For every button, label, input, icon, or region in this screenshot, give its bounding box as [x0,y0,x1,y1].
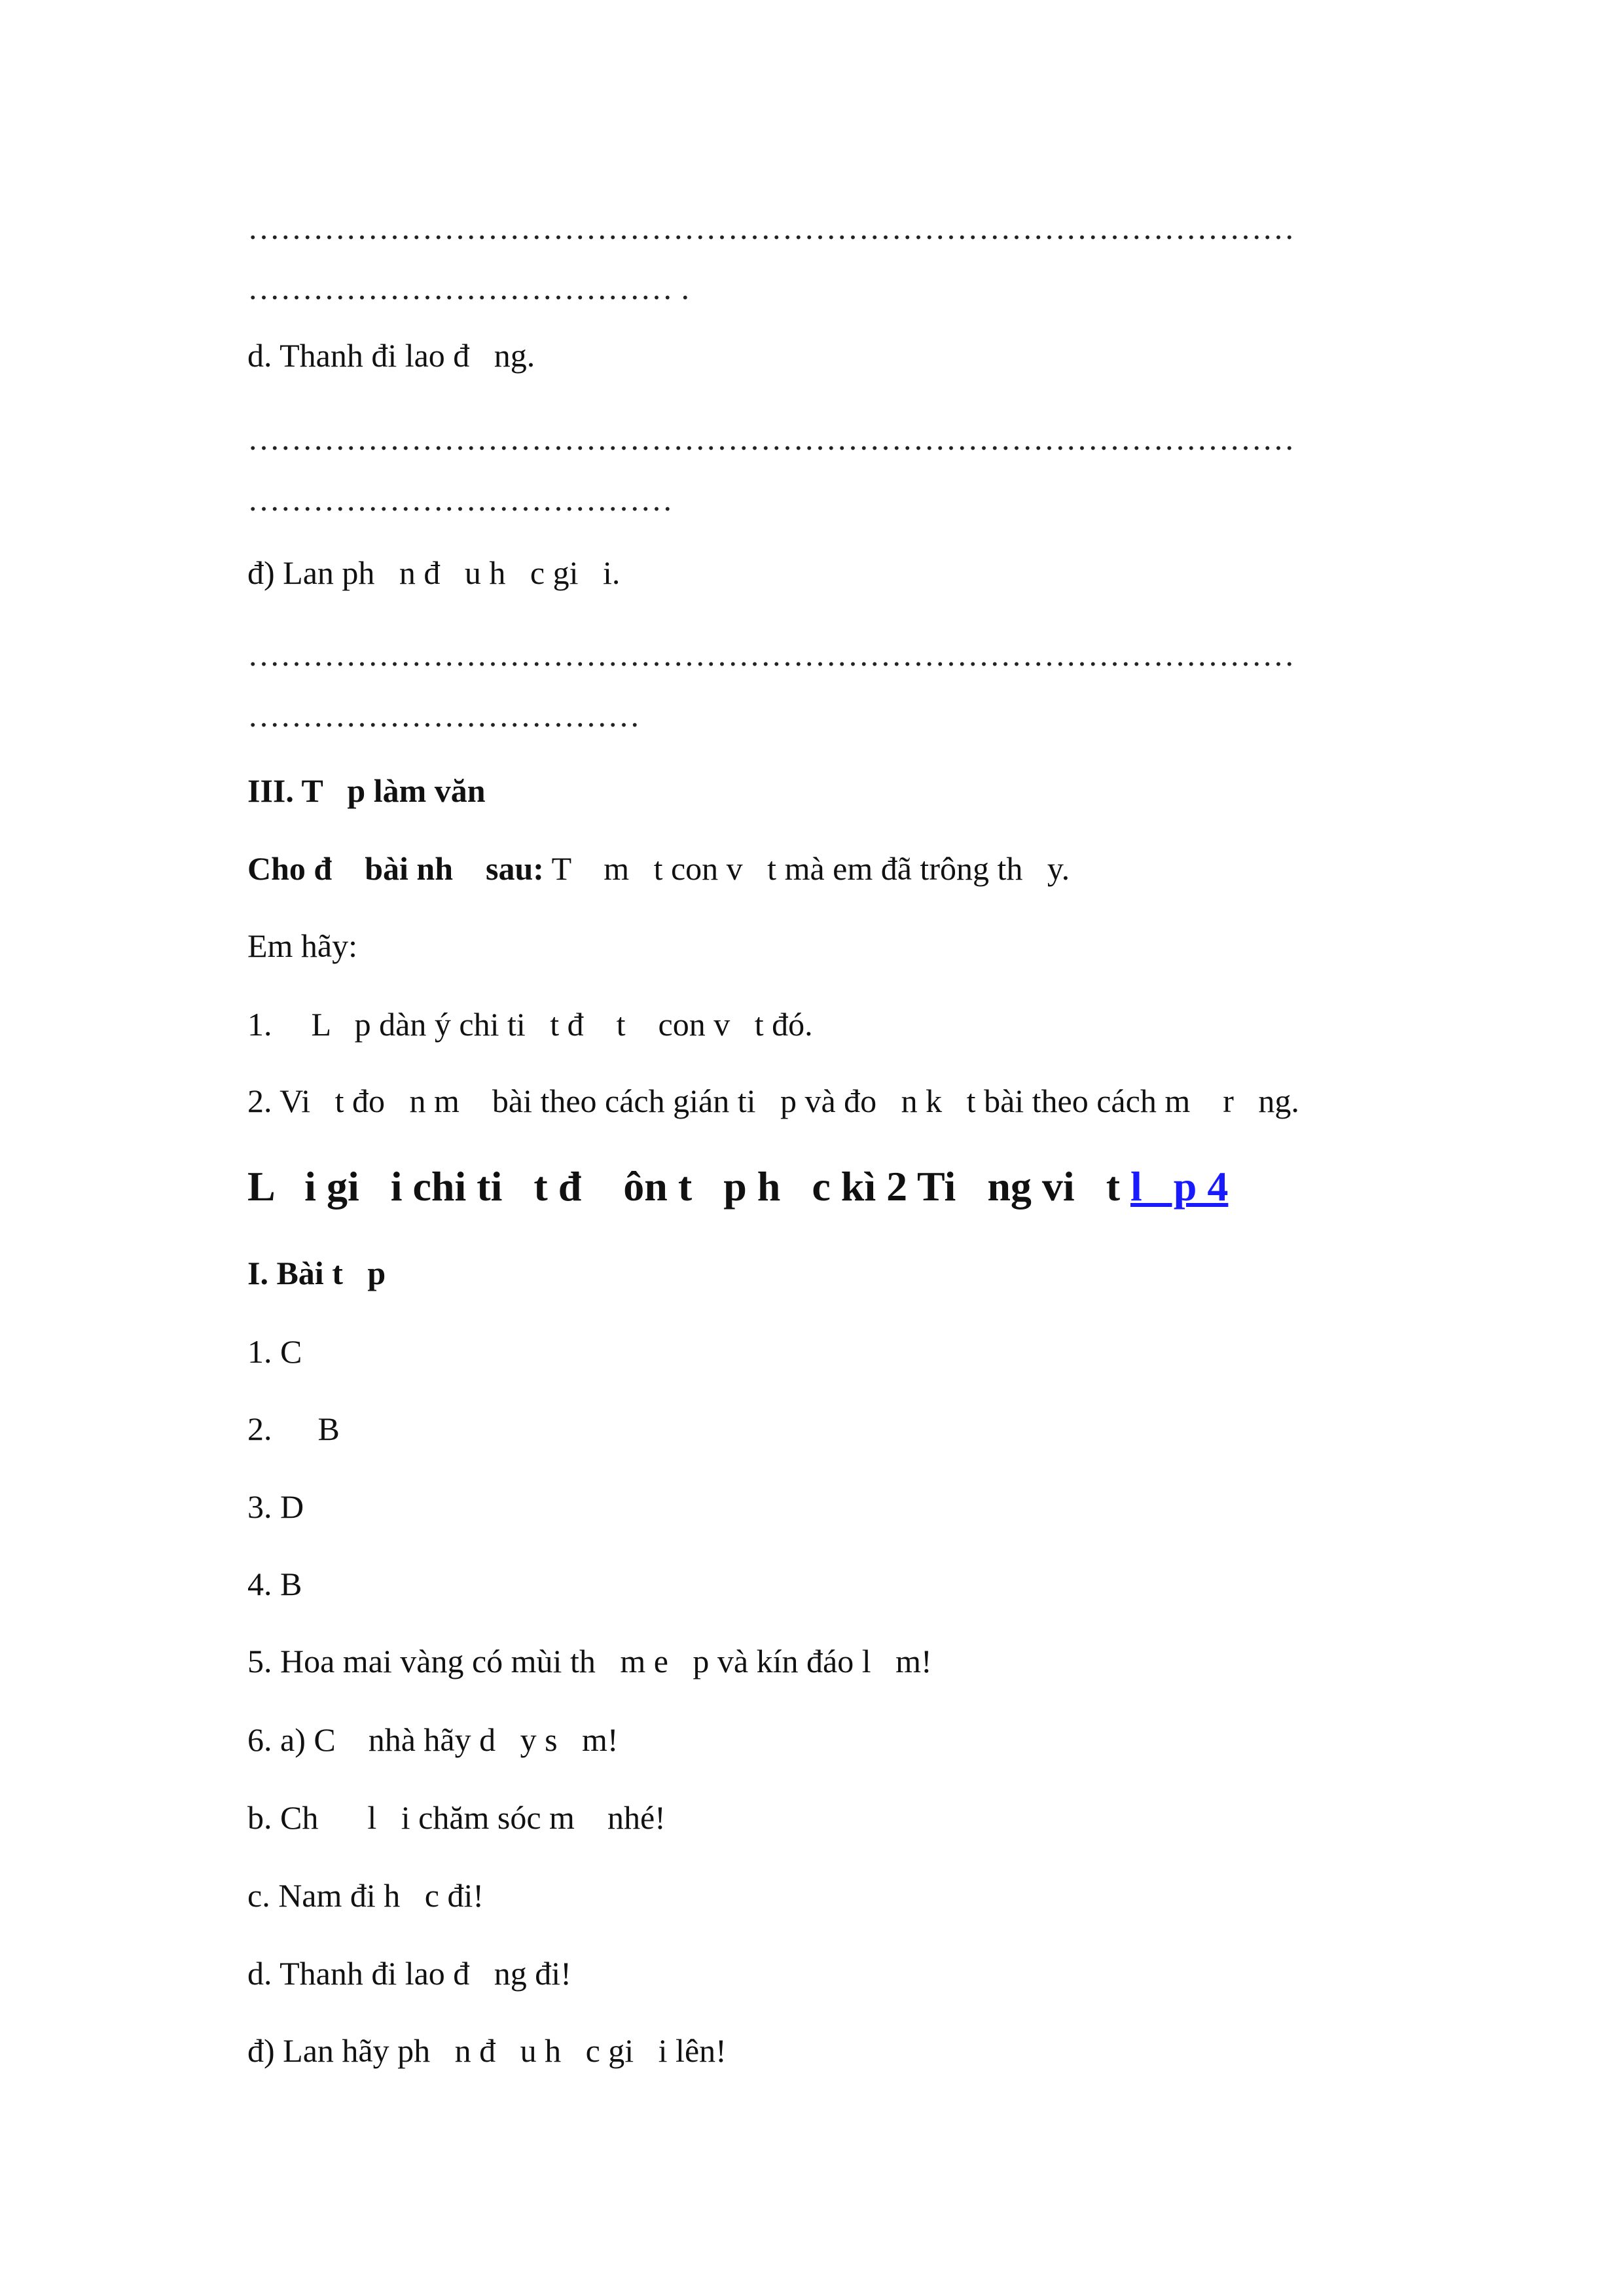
section-heading-exercises: I. Bài t p [247,1255,386,1291]
answer-3: 3. D [247,1488,304,1525]
answer-2-value: B [317,1410,340,1447]
task-1 [247,1005,813,1044]
answer-dotted-line: ………………………………… . [247,270,689,306]
answer-dotted-line: ……………………………… [247,697,640,734]
answer-6b: b. Ch l i chăm sóc m nhé! [247,1799,666,1836]
answers-title-text: L i gi i chi ti t đ ôn t p h c kì 2 Ti ng vi t [247,1163,1130,1210]
answer-6c: c. Nam đi h c đi! [247,1877,484,1914]
answer-2 [247,1409,340,1448]
answer-dotted-line: …………………………………………………………………………………… [247,636,1295,673]
answer-6a: 6. a) C nhà hãy d y s m! [247,1721,619,1758]
task-1-number: 1. [247,1006,272,1043]
answer-dotted-line: ………………………………… [247,481,673,518]
task-2: 2. Vi t đo n m bài theo cách gián ti p và đo n k t bài theo cách m r ng. [247,1083,1299,1119]
answers-title [247,1162,1228,1211]
answer-dotted-line: …………………………………………………………………………………… [247,420,1295,457]
answer-6dd: đ) Lan hãy ph n đ u h c gi i lên! [247,2032,727,2069]
answer-6d: d. Thanh đi lao đ ng đi! [247,1955,571,1992]
answer-5: 5. Hoa mai vàng có mùi th m e p và kín đáo l m! [247,1643,932,1679]
instruction-em-hay: Em hãy: [247,927,358,964]
answer-2-number: 2. [247,1410,272,1447]
task-1-text: L p dàn ý chi ti t đ t con v t đó. [311,1006,813,1043]
section-heading-writing: III. T p làm văn [247,772,486,809]
answer-dotted-line: …………………………………………………………………………………… [247,209,1295,246]
exercise-item-dd: đ) Lan ph n đ u h c gi i. [247,554,621,591]
prompt-text: T m t con v t mà em đã trông th y. [543,850,1070,887]
writing-prompt [247,849,1070,888]
grade-4-link[interactable]: l p 4 [1130,1163,1229,1210]
answer-4: 4. B [247,1566,302,1602]
prompt-label: Cho đ bài nh sau: [247,850,544,887]
answer-1: 1. C [247,1333,302,1370]
exercise-item-d: d. Thanh đi lao đ ng. [247,337,535,374]
